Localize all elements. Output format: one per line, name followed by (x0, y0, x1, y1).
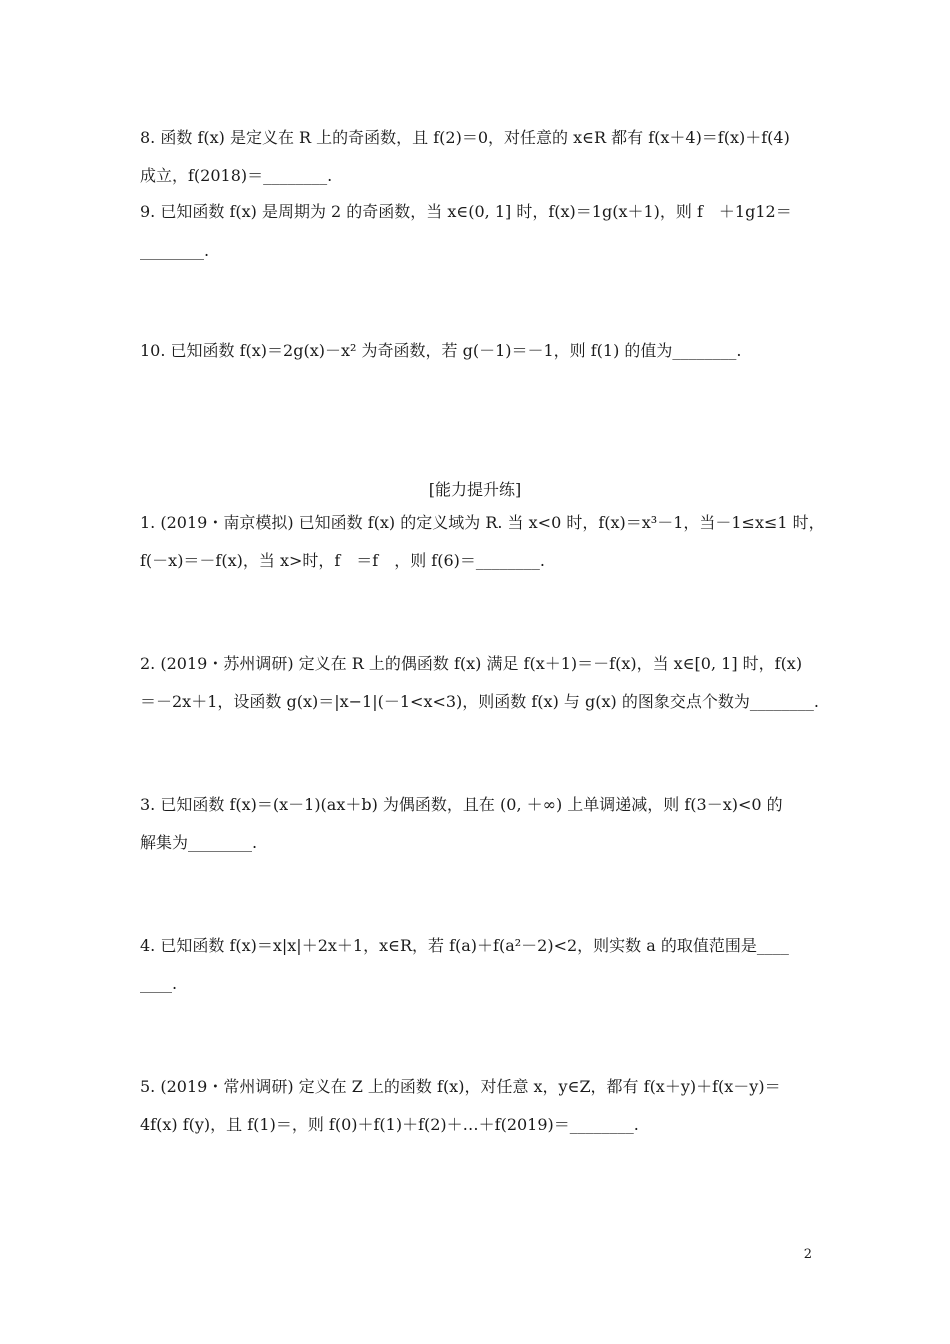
advanced-problem-5-line-1: 5. (2019・常州调研) 定义在 Z 上的函数 f(x)，对任意 x，y∈Z，都有 f(x＋y)＋f(x－y)＝ (140, 1077, 781, 1096)
advanced-problem-1-line-1: 1. (2019・南京模拟) 已知函数 f(x) 的定义域为 R. 当 x<0 时，f(x)＝x³－1，当－1≤x≤1 时， (140, 513, 825, 532)
section-heading: [能力提升练] (428, 480, 522, 499)
problem-8-line-2: 成立，f(2018)＝________. (140, 166, 333, 185)
advanced-problem-4-line-1: 4. 已知函数 f(x)＝x|x|＋2x＋1，x∈R，若 f(a)＋f(a²－2)<2，则实数 a 的取值范围是____ (140, 936, 789, 955)
problem-8-line-1: 8. 函数 f(x) 是定义在 R 上的奇函数，且 f(2)＝0，对任意的 x∈R 都有 f(x＋4)＝f(x)＋f(4) (140, 128, 790, 147)
problem-10-line-1: 10. 已知函数 f(x)＝2g(x)－x² 为奇函数，若 g(－1)＝－1，则 f(1) 的值为________. (140, 341, 742, 360)
advanced-problem-1-line-2: f(－x)＝－f(x)，当 x>时，f ＝f ，则 f(6)＝________. (140, 551, 545, 570)
advanced-problem-5-line-2: 4f(x) f(y)，且 f(1)＝，则 f(0)＋f(1)＋f(2)＋…＋f(2019)＝________. (140, 1115, 639, 1134)
problem-9-line-2: ________. (140, 241, 210, 260)
advanced-problem-4-line-2: ____. (140, 974, 178, 993)
advanced-problem-2-line-1: 2. (2019・苏州调研) 定义在 R 上的偶函数 f(x) 满足 f(x＋1)＝－f(x)，当 x∈[0, 1] 时，f(x) (140, 654, 803, 673)
advanced-problem-2-line-2: ＝－2x＋1，设函数 g(x)＝|x−1|(－1<x<3)，则函数 f(x) 与 g(x) 的图象交点个数为________. (140, 692, 819, 711)
page-number: 2 (803, 1247, 812, 1262)
advanced-problem-3-line-1: 3. 已知函数 f(x)＝(x－1)(ax＋b) 为偶函数，且在 (0, ＋∞) 上单调递减，则 f(3－x)<0 的 (140, 795, 783, 814)
problem-9-line-1: 9. 已知函数 f(x) 是周期为 2 的奇函数，当 x∈(0, 1] 时，f(x)＝1g(x＋1)，则 f ＋1g12＝ (140, 202, 792, 221)
advanced-problem-3-line-2: 解集为________. (140, 833, 258, 852)
